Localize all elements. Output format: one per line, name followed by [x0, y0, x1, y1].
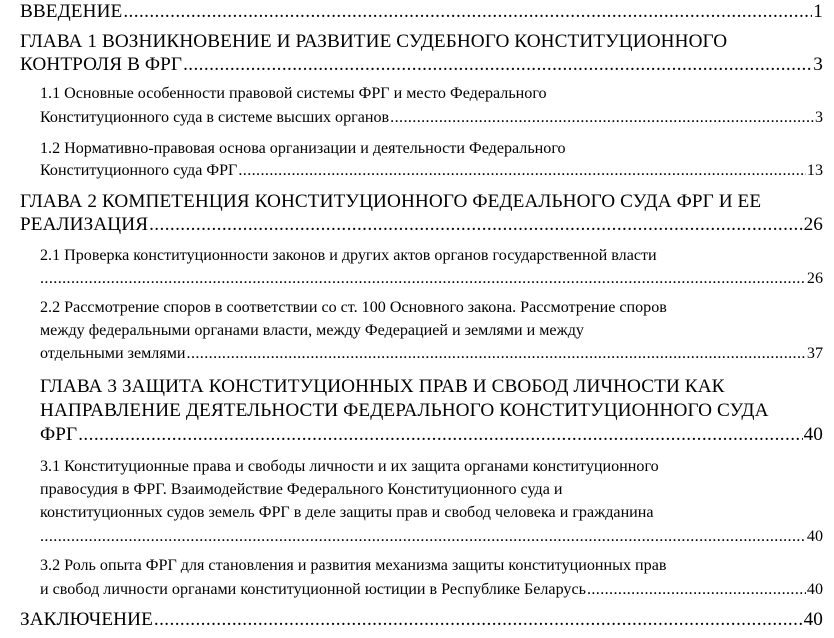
toc-page-number: 3	[813, 54, 823, 75]
dot-leader	[40, 268, 806, 290]
toc-page-number: 1	[813, 1, 823, 22]
dot-leader	[238, 160, 806, 182]
toc-entry-title: ЗАКЛЮЧЕНИЕ	[20, 609, 153, 630]
toc-entry-title: ФРГ	[40, 424, 78, 445]
toc-section-3-1-title-line-2[interactable]: правосудия в ФРГ. Взаимодействие Федерального Конституционного суда и	[40, 481, 563, 498]
toc-entry-introduction[interactable]	[20, 0, 823, 24]
dot-leader	[154, 608, 803, 632]
toc-chapter-3-title-line-2[interactable]: НАПРАВЛЕНИЕ ДЕЯТЕЛЬНОСТИ ФЕДЕРАЛЬНОГО КОНСТИТУЦИОННОГО СУДА	[40, 400, 769, 421]
toc-section-3-1-title-line-1[interactable]: 3.1 Конституционные права и свободы личности и их защита органами конституционного	[40, 458, 659, 475]
dot-leader	[390, 107, 814, 129]
dot-leader	[587, 579, 806, 601]
toc-entry-conclusion[interactable]	[20, 608, 823, 632]
toc-entry-title: КОНТРОЛЯ В ФРГ	[20, 54, 183, 75]
toc-entry-title: РЕАЛИЗАЦИЯ	[20, 214, 149, 235]
dot-leader	[187, 343, 806, 365]
toc-page-number: 26	[803, 214, 823, 235]
toc-entry-title: отдельными землями	[40, 345, 186, 362]
toc-entry-title: Конституционного суда ФРГ	[40, 162, 238, 179]
toc-section-2-2-title-line-2[interactable]: между федеральными органами власти, между Федерацией и землями и между	[40, 322, 584, 339]
toc-entry-section-3-1[interactable]	[40, 526, 823, 548]
toc-entry-section-3-2[interactable]	[40, 579, 823, 601]
toc-entry-section-2-1[interactable]	[40, 268, 823, 290]
toc-page-number: 26	[806, 270, 823, 287]
dot-leader	[183, 53, 812, 77]
toc-chapter-1-title-line[interactable]: ГЛАВА 1 ВОЗНИКНОВЕНИЕ И РАЗВИТИЕ СУДЕБНОГО КОНСТИТУЦИОННОГО	[20, 31, 728, 52]
dot-leader	[40, 526, 806, 548]
toc-entry-chapter-1[interactable]	[20, 53, 823, 77]
toc-entry-section-1-2[interactable]	[40, 160, 823, 182]
toc-chapter-3-title-line-1[interactable]: ГЛАВА 3 ЗАЩИТА КОНСТИТУЦИОННЫХ ПРАВ И СВОБОД ЛИЧНОСТИ КАК	[40, 376, 725, 397]
toc-section-3-1-title-line-3[interactable]: конституционных судов земель ФРГ в деле защиты прав и свобод человека и гражданина	[40, 504, 654, 521]
toc-entry-chapter-3[interactable]	[40, 423, 823, 447]
toc-section-2-2-title-line-1[interactable]: 2.2 Рассмотрение споров в соответствии со ст. 100 Основного закона. Рассмотрение споров	[40, 299, 667, 316]
toc-section-1-2-title-line[interactable]: 1.2 Нормативно-правовая основа организации и деятельности Федерального	[40, 140, 566, 157]
toc-entry-chapter-2[interactable]	[20, 213, 823, 237]
toc-page-number: 40	[803, 609, 823, 630]
toc-entry-section-2-2[interactable]	[40, 343, 823, 365]
toc-chapter-2-title-line[interactable]: ГЛАВА 2 КОМПЕТЕНЦИЯ КОНСТИТУЦИОННОГО ФЕДЕАЛЬНОГО СУДА ФРГ И ЕЕ	[20, 191, 762, 212]
toc-entry-title: и свобод личности органами конституционной юстиции в Республике Беларусь	[40, 581, 586, 598]
dot-leader	[123, 0, 812, 24]
dot-leader	[149, 213, 803, 237]
dot-leader	[78, 423, 802, 447]
toc-entry-title: ВВЕДЕНИЕ	[20, 1, 123, 22]
toc-page-number: 13	[806, 162, 823, 179]
toc-section-1-1-title-line[interactable]: 1.1 Основные особенности правовой системы ФРГ и место Федерального	[40, 85, 547, 102]
toc-page-number: 37	[806, 345, 823, 362]
toc-section-3-2-title-line-1[interactable]: 3.2 Роль опыта ФРГ для становления и развития механизма защиты конституционных прав	[40, 557, 667, 574]
toc-section-2-1-title-line[interactable]: 2.1 Проверка конституционности законов и других актов органов государственной власти	[40, 247, 657, 264]
toc-page-number: 40	[803, 424, 823, 445]
toc-entry-title: Конституционного суда в системе высших органов	[40, 109, 390, 126]
toc-entry-section-1-1[interactable]	[40, 107, 823, 129]
toc-page-number: 40	[806, 528, 823, 545]
toc-page-number: 40	[806, 581, 823, 598]
toc-page-number: 3	[814, 109, 823, 126]
